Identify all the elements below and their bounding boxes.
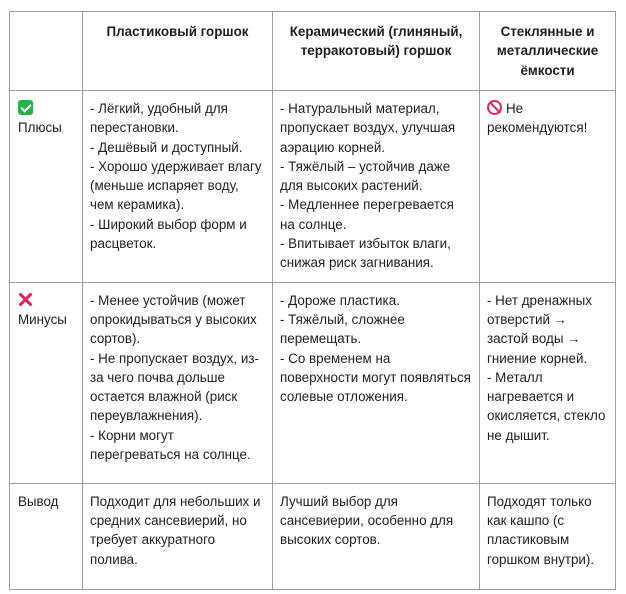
row-label-text: Минусы — [18, 311, 67, 327]
table-row-conclusion — [10, 483, 616, 589]
header-plastic: Пластиковый горшок — [83, 12, 273, 91]
list-item: - Натуральный материал, пропускает воздух, улучшая аэрацию корней. — [280, 101, 456, 155]
header-ceramic: Керамический (глиняный, терракотовый) горшок — [273, 12, 480, 91]
list-item: - Лёгкий, удобный для перестановки. — [90, 101, 228, 136]
list-item: - Дешёвый и доступный. — [90, 139, 243, 155]
comparison-table-wrapper — [9, 11, 616, 590]
conclusion-plastic-cell — [83, 483, 273, 589]
conclusion-ceramic-cell — [273, 483, 480, 589]
table-header-row — [10, 12, 616, 91]
table-row-cons — [10, 282, 616, 483]
list-item: - Хорошо удерживает влагу (меньше испаряет воду, чем керамика). — [90, 158, 262, 213]
pros-ceramic-cell — [273, 91, 480, 283]
prohibited-icon — [487, 100, 502, 115]
list-item: Подходят только как кашпо (с пластиковым горшком внутри). — [487, 493, 595, 567]
list-item: - Металл нагревается и окисляется, стекло не дышит. — [487, 369, 606, 443]
table-row-pros — [10, 91, 616, 283]
list-item: - Со временем на поверхности могут появляться солевые отложения. — [280, 350, 471, 405]
row-label-text: Вывод — [18, 493, 59, 509]
not-recommended-text: Не рекомендуются! — [487, 101, 588, 136]
list-item: - Медленнее перегревается на солнце. — [280, 197, 454, 232]
list-item: Лучший выбор для сансевиерии, особенно для высоких сортов. — [280, 493, 454, 548]
cross-mark-icon — [18, 292, 33, 307]
cons-plastic-cell — [83, 282, 273, 483]
list-item: - Тяжёлый, сложнее перемещать. — [280, 311, 405, 347]
check-mark-icon — [18, 100, 33, 115]
list-item: - Не пропускает воздух, из-за чего почва дольше остается влажной (риск переувлажнения). — [90, 350, 259, 424]
list-item: - Менее устойчив (может опрокидываться у высоких сортов). — [90, 292, 257, 347]
header-glass-metal: Стеклянные и металлические ёмкости — [480, 12, 616, 91]
list-item: - Впитывает избыток влаги, снижая риск загнивания. — [280, 236, 451, 271]
pros-glass-metal-cell — [480, 91, 616, 283]
pros-plastic-cell — [83, 91, 273, 283]
header-empty — [10, 12, 83, 91]
list-item: - Нет дренажных отверстий → застой воды → гниение корней. — [487, 292, 592, 366]
cons-glass-metal-cell — [480, 282, 616, 483]
pot-comparison-table — [9, 11, 616, 590]
list-item: - Широкий выбор форм и расцветок. — [90, 216, 247, 252]
row-label-text: Плюсы — [18, 120, 62, 135]
list-item: - Тяжёлый – устойчив даже для высоких растений. — [280, 158, 451, 194]
row-label-cons — [10, 282, 83, 483]
conclusion-glass-metal-cell — [480, 483, 616, 589]
row-label-conclusion — [10, 483, 83, 589]
list-item: - Дороже пластика. — [280, 292, 400, 308]
list-item: Подходит для небольших и средних сансевиерий, но требует аккуратного полива. — [90, 493, 261, 567]
cons-ceramic-cell — [273, 282, 480, 483]
row-label-pros — [10, 91, 83, 283]
list-item: - Корни могут перегреваться на солнце. — [90, 427, 251, 463]
